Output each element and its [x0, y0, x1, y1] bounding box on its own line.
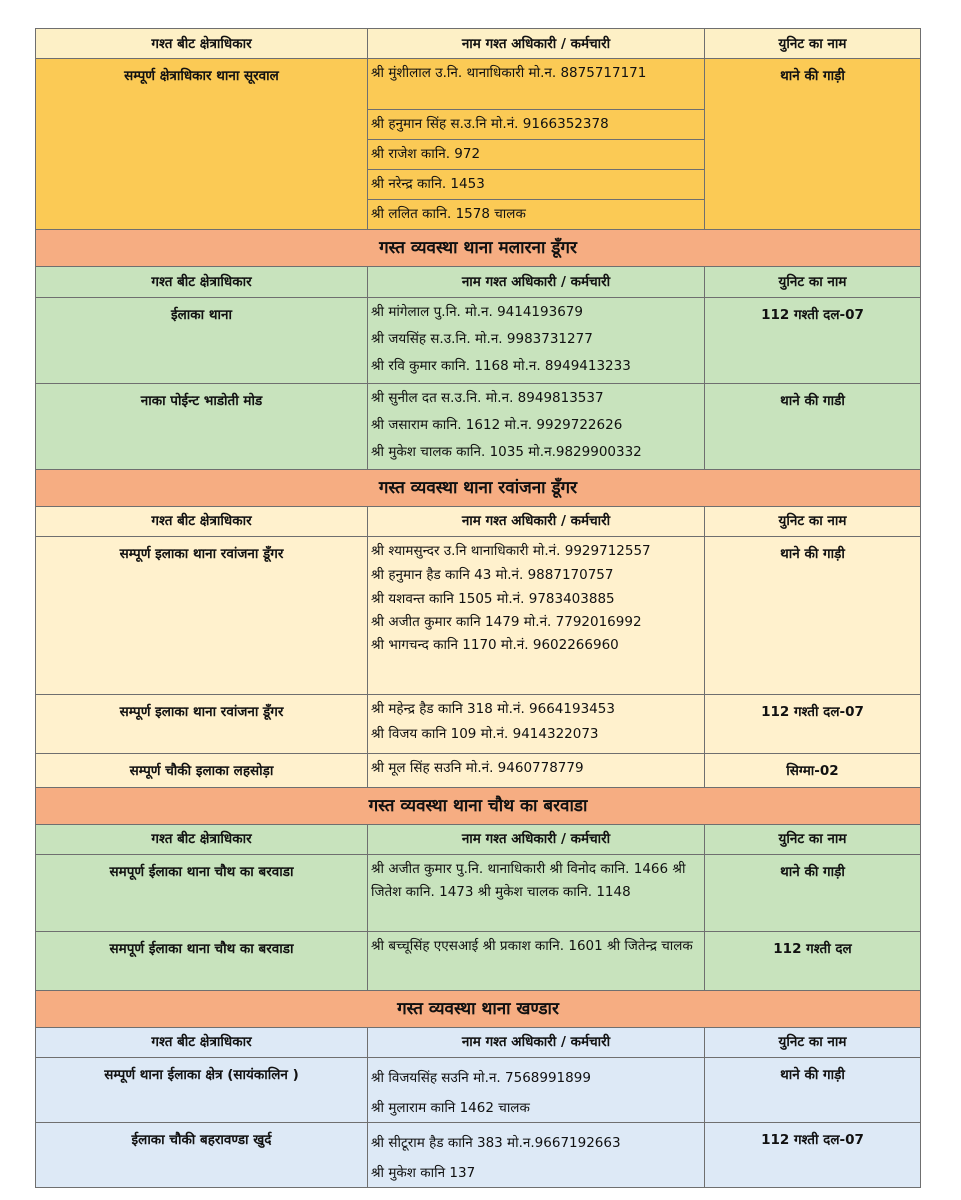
- officer-entry: श्री मुकेश कानि 137: [371, 1165, 476, 1181]
- table-row: [35, 537, 921, 695]
- officers-cell: [368, 1058, 705, 1123]
- officer-entry: श्री जयसिंह स.उ.नि. मो.न. 9983731277: [371, 331, 593, 347]
- column-header-jurisdiction: गश्त बीट क्षेत्राधिकार: [35, 507, 368, 537]
- officers-cell: [368, 537, 705, 695]
- jurisdiction-cell: सम्पूर्ण क्षेत्राधिकार थाना सूरवाल: [35, 59, 368, 230]
- officer-entry: श्री हनुमान हैड कानि 43 मो.नं. 9887170757: [371, 567, 614, 583]
- column-header-officers: नाम गश्त अधिकारी / कर्मचारी: [368, 825, 705, 855]
- officer-entry: श्री विजय कानि 109 मो.नं. 9414322073: [371, 726, 599, 742]
- table-header-row: [35, 1028, 921, 1058]
- column-header-officers: नाम गश्त अधिकारी / कर्मचारी: [368, 267, 705, 298]
- officer-entry: श्री रवि कुमार कानि. 1168 मो.न. 8949413233: [371, 358, 631, 374]
- officer-entry: श्री श्यामसुन्दर उ.नि थानाधिकारी मो.नं. 9929712557: [371, 543, 651, 559]
- officer-entry: श्री हनुमान सिंह स.उ.नि मो.नं. 9166352378: [368, 110, 704, 140]
- section-malarna-dungar: [35, 230, 921, 470]
- table-header-row: [35, 507, 921, 537]
- officer-entry: श्री मूल सिंह सउनि मो.नं. 9460778779: [371, 760, 584, 776]
- jurisdiction-cell: समपूर्ण ईलाका थाना चौथ का बरवाडा: [35, 855, 368, 932]
- officer-entry: श्री बच्चूसिंह एएसआई श्री प्रकाश कानि. 1601 श्री जितेन्द्र चालक: [371, 938, 693, 954]
- section-rawanjna-dungar: [35, 470, 921, 788]
- jurisdiction-cell: ईलाका चौकी बहरावण्डा खुर्द: [35, 1123, 368, 1188]
- unit-cell: 112 गश्ती दल: [705, 932, 921, 991]
- column-header-unit: युनिट का नाम: [705, 507, 921, 537]
- section-khandar: [35, 991, 921, 1188]
- column-header-jurisdiction: गश्त बीट क्षेत्राधिकार: [35, 1028, 368, 1058]
- jurisdiction-cell: समपूर्ण ईलाका थाना चौथ का बरवाडा: [35, 932, 368, 991]
- column-header-unit: युनिट का नाम: [705, 1028, 921, 1058]
- jurisdiction-cell: ईलाका थाना: [35, 298, 368, 384]
- column-header-officers: नाम गश्त अधिकारी / कर्मचारी: [368, 1028, 705, 1058]
- unit-cell: थाने की गाड़ी: [705, 537, 921, 695]
- jurisdiction-cell: नाका पोईन्ट भाडोती मोड: [35, 384, 368, 470]
- officer-entry: श्री महेन्द्र हैड कानि 318 मो.नं. 9664193453: [371, 701, 615, 717]
- officers-cell: [368, 59, 705, 230]
- table-row: [35, 1058, 921, 1123]
- officer-entry: श्री भागचन्द कानि 1170 मो.नं. 9602266960: [371, 637, 619, 653]
- unit-cell: 112 गश्ती दल-07: [705, 695, 921, 754]
- officer-entry: श्री ललित कानि. 1578 चालक: [371, 206, 526, 222]
- officer-entry: श्री सुनील दत स.उ.नि. मो.न. 8949813537: [371, 390, 604, 406]
- unit-cell: थाने की गाड़ी: [705, 59, 921, 230]
- officer-entry: श्री जसाराम कानि. 1612 मो.न. 9929722626: [371, 417, 623, 433]
- section-chauth-ka-barwada: [35, 788, 921, 991]
- officer-entry: श्री मुकेश चालक कानि. 1035 मो.न.9829900332: [371, 444, 642, 460]
- officers-cell: [368, 1123, 705, 1188]
- officer-entry: श्री नरेन्द्र कानि. 1453: [368, 170, 704, 200]
- officers-cell: [368, 754, 705, 788]
- unit-cell: थाने की गाडी: [705, 384, 921, 470]
- officers-cell: [368, 298, 705, 384]
- officer-entry: श्री राजेश कानि. 972: [368, 140, 704, 170]
- officers-cell: [368, 695, 705, 754]
- column-header-officers: नाम गश्त अधिकारी / कर्मचारी: [368, 28, 705, 59]
- officer-entry: श्री अजीत कुमार कानि 1479 मो.नं. 7792016992: [371, 614, 642, 630]
- officers-cell: [368, 855, 705, 932]
- column-header-unit: युनिट का नाम: [705, 825, 921, 855]
- section-title: गस्त व्यवस्था थाना रवांजना डूँगर: [35, 470, 921, 507]
- table-row: [35, 855, 921, 932]
- section-title: गस्त व्यवस्था थाना चौथ का बरवाडा: [35, 788, 921, 825]
- column-header-jurisdiction: गश्त बीट क्षेत्राधिकार: [35, 825, 368, 855]
- table-header-row: [35, 825, 921, 855]
- section-title: गस्त व्यवस्था थाना मलारना डूँगर: [35, 230, 921, 267]
- section-title: गस्त व्यवस्था थाना खण्डार: [35, 991, 921, 1028]
- officer-entry: श्री विजयसिंह सउनि मो.न. 7568991899: [371, 1070, 591, 1086]
- unit-cell: थाने की गाड़ी: [705, 1058, 921, 1123]
- jurisdiction-cell: सम्पूर्ण थाना ईलाका क्षेत्र (सायंकालिन ): [35, 1058, 368, 1123]
- officers-cell: [368, 932, 705, 991]
- unit-cell: 112 गश्ती दल-07: [705, 1123, 921, 1188]
- table-row: [35, 298, 921, 384]
- jurisdiction-cell: सम्पूर्ण चौकी इलाका लहसोड़ा: [35, 754, 368, 788]
- jurisdiction-cell: सम्पूर्ण इलाका थाना रवांजना डूँगर: [35, 695, 368, 754]
- column-header-unit: युनिट का नाम: [705, 267, 921, 298]
- column-header-officers: नाम गश्त अधिकारी / कर्मचारी: [368, 507, 705, 537]
- column-header-unit: युनिट का नाम: [705, 28, 921, 59]
- column-header-jurisdiction: गश्त बीट क्षेत्राधिकार: [35, 267, 368, 298]
- unit-cell: थाने की गाड़ी: [705, 855, 921, 932]
- unit-cell: 112 गश्ती दल-07: [705, 298, 921, 384]
- officer-entry: श्री मुंशीलाल उ.नि. थानाधिकारी मो.न. 8875717171: [368, 59, 704, 110]
- patrol-roster-table: [35, 28, 921, 1188]
- section-surwal: [35, 28, 921, 230]
- officer-entry: श्री मुलाराम कानि 1462 चालक: [371, 1100, 530, 1116]
- column-header-jurisdiction: गश्त बीट क्षेत्राधिकार: [35, 28, 368, 59]
- jurisdiction-cell: सम्पूर्ण इलाका थाना रवांजना डूँगर: [35, 537, 368, 695]
- table-row: [35, 932, 921, 991]
- table-row: [35, 384, 921, 470]
- table-row: [35, 1123, 921, 1188]
- officer-entry: श्री यशवन्त कानि 1505 मो.नं. 9783403885: [371, 591, 615, 607]
- officers-cell: [368, 384, 705, 470]
- officer-entry: श्री अजीत कुमार पु.नि. थानाधिकारी श्री विनोद कानि. 1466 श्री जितेश कानि. 1473 श्री मुकेश चालक कानि. 1148: [371, 861, 686, 900]
- officer-entry: श्री सीटूराम हैड कानि 383 मो.न.9667192663: [371, 1135, 621, 1151]
- table-row: [35, 754, 921, 788]
- table-header-row: [35, 28, 921, 59]
- table-header-row: [35, 267, 921, 298]
- table-row: [35, 695, 921, 754]
- unit-cell: सिग्मा-02: [705, 754, 921, 788]
- table-row: [35, 59, 921, 230]
- officer-entry: श्री मांगेलाल पु.नि. मो.न. 9414193679: [371, 304, 583, 320]
